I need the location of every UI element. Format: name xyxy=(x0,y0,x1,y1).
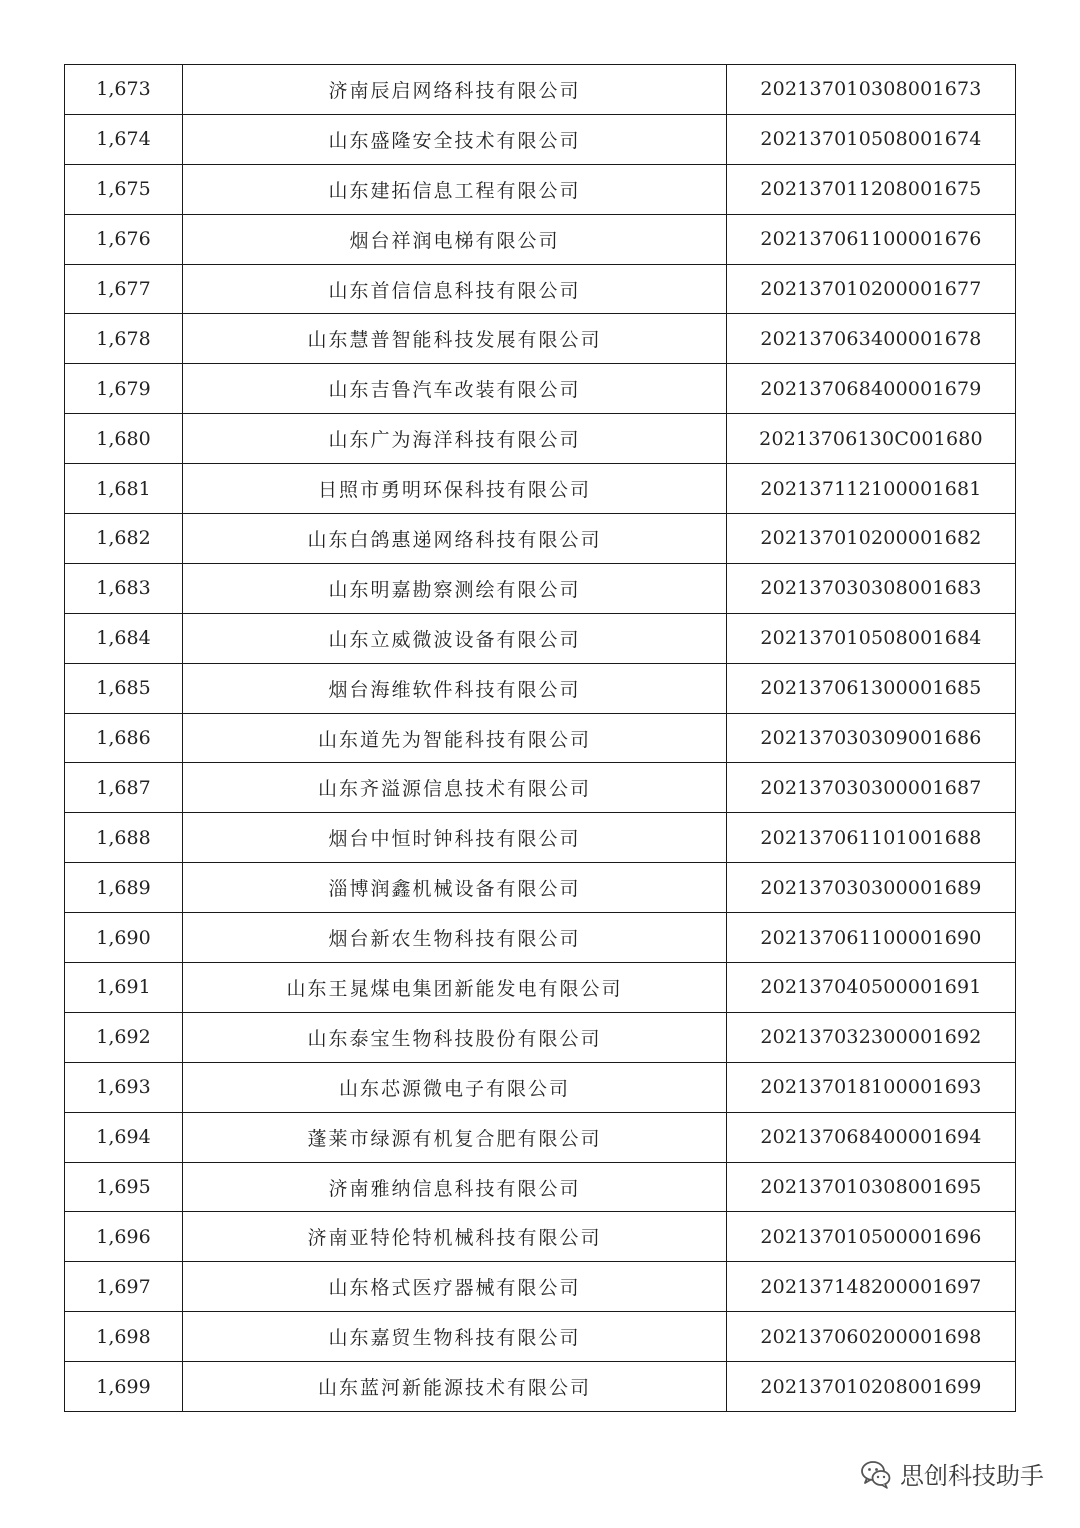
row-number-cell: 1,694 xyxy=(65,1112,183,1162)
table-row xyxy=(65,1112,1016,1162)
registration-code-cell: 202137010200001682 xyxy=(727,514,1016,564)
row-number-cell: 1,673 xyxy=(65,65,183,115)
table-row xyxy=(65,364,1016,414)
company-name-cell: 山东广为海洋科技有限公司 xyxy=(183,414,727,464)
registration-code-cell: 202137010200001677 xyxy=(727,264,1016,314)
company-name-cell: 烟台祥润电梯有限公司 xyxy=(183,214,727,264)
row-number-cell: 1,685 xyxy=(65,663,183,713)
row-number-cell: 1,680 xyxy=(65,414,183,464)
row-number-cell: 1,689 xyxy=(65,863,183,913)
registration-code-cell: 202137010308001695 xyxy=(727,1162,1016,1212)
company-name-cell: 山东格式医疗器械有限公司 xyxy=(183,1262,727,1312)
row-number-cell: 1,679 xyxy=(65,364,183,414)
company-name-cell: 山东泰宝生物科技股份有限公司 xyxy=(183,1012,727,1062)
row-number-cell: 1,676 xyxy=(65,214,183,264)
table-row xyxy=(65,1362,1016,1412)
registration-code-cell: 202137063400001678 xyxy=(727,314,1016,364)
table-row xyxy=(65,164,1016,214)
table-row xyxy=(65,214,1016,264)
registration-code-cell: 202137068400001679 xyxy=(727,364,1016,414)
registration-code-cell: 202137010508001684 xyxy=(727,613,1016,663)
registration-code-cell: 202137148200001697 xyxy=(727,1262,1016,1312)
table-row xyxy=(65,514,1016,564)
registration-code-cell: 202137010500001696 xyxy=(727,1212,1016,1262)
registration-code-cell: 202137010208001699 xyxy=(727,1362,1016,1412)
row-number-cell: 1,674 xyxy=(65,114,183,164)
table-row xyxy=(65,1312,1016,1362)
registration-code-cell: 202137061100001676 xyxy=(727,214,1016,264)
registration-code-cell: 202137068400001694 xyxy=(727,1112,1016,1162)
company-name-cell: 山东齐溢源信息技术有限公司 xyxy=(183,763,727,813)
row-number-cell: 1,684 xyxy=(65,613,183,663)
company-name-cell: 日照市勇明环保科技有限公司 xyxy=(183,464,727,514)
row-number-cell: 1,688 xyxy=(65,813,183,863)
table-row xyxy=(65,1162,1016,1212)
company-name-cell: 山东白鸽惠递网络科技有限公司 xyxy=(183,514,727,564)
row-number-cell: 1,675 xyxy=(65,164,183,214)
watermark-text: 思创科技助手 xyxy=(900,1462,1044,1490)
row-number-cell: 1,693 xyxy=(65,1062,183,1112)
company-name-cell: 山东嘉贸生物科技有限公司 xyxy=(183,1312,727,1362)
row-number-cell: 1,683 xyxy=(65,563,183,613)
company-name-cell: 山东慧普智能科技发展有限公司 xyxy=(183,314,727,364)
registration-code-cell: 202137061100001690 xyxy=(727,913,1016,963)
watermark xyxy=(860,1456,1044,1491)
company-table-body xyxy=(65,65,1016,1412)
table-row xyxy=(65,314,1016,364)
registration-code-cell: 202137018100001693 xyxy=(727,1062,1016,1112)
company-name-cell: 山东道先为智能科技有限公司 xyxy=(183,713,727,763)
row-number-cell: 1,698 xyxy=(65,1312,183,1362)
table-row xyxy=(65,414,1016,464)
company-name-cell: 济南辰启网络科技有限公司 xyxy=(183,65,727,115)
table-row xyxy=(65,713,1016,763)
company-name-cell: 济南雅纳信息科技有限公司 xyxy=(183,1162,727,1212)
company-table xyxy=(64,64,1016,1412)
registration-code-cell: 202137010308001673 xyxy=(727,65,1016,115)
registration-code-cell: 202137010508001674 xyxy=(727,114,1016,164)
table-row xyxy=(65,913,1016,963)
table-row xyxy=(65,65,1016,115)
table-row xyxy=(65,264,1016,314)
registration-code-cell: 202137011208001675 xyxy=(727,164,1016,214)
company-name-cell: 济南亚特伦特机械科技有限公司 xyxy=(183,1212,727,1262)
row-number-cell: 1,697 xyxy=(65,1262,183,1312)
company-name-cell: 山东明嘉勘察测绘有限公司 xyxy=(183,563,727,613)
row-number-cell: 1,690 xyxy=(65,913,183,963)
table-row xyxy=(65,464,1016,514)
registration-code-cell: 202137030300001689 xyxy=(727,863,1016,913)
registration-code-cell: 202137030309001686 xyxy=(727,713,1016,763)
table-row xyxy=(65,114,1016,164)
table-row xyxy=(65,663,1016,713)
row-number-cell: 1,691 xyxy=(65,963,183,1013)
row-number-cell: 1,695 xyxy=(65,1162,183,1212)
registration-code-cell: 202137112100001681 xyxy=(727,464,1016,514)
row-number-cell: 1,677 xyxy=(65,264,183,314)
table-row xyxy=(65,963,1016,1013)
table-row xyxy=(65,1012,1016,1062)
registration-code-cell: 20213706130C001680 xyxy=(727,414,1016,464)
company-name-cell: 山东盛隆安全技术有限公司 xyxy=(183,114,727,164)
company-name-cell: 山东蓝河新能源技术有限公司 xyxy=(183,1362,727,1412)
table-row xyxy=(65,563,1016,613)
row-number-cell: 1,692 xyxy=(65,1012,183,1062)
company-name-cell: 山东芯源微电子有限公司 xyxy=(183,1062,727,1112)
wechat-icon xyxy=(860,1458,892,1490)
row-number-cell: 1,682 xyxy=(65,514,183,564)
company-name-cell: 烟台新农生物科技有限公司 xyxy=(183,913,727,963)
company-table-container xyxy=(64,64,1015,1412)
company-name-cell: 蓬莱市绿源有机复合肥有限公司 xyxy=(183,1112,727,1162)
company-name-cell: 山东王晁煤电集团新能发电有限公司 xyxy=(183,963,727,1013)
registration-code-cell: 202137032300001692 xyxy=(727,1012,1016,1062)
row-number-cell: 1,686 xyxy=(65,713,183,763)
registration-code-cell: 202137061300001685 xyxy=(727,663,1016,713)
company-name-cell: 烟台中恒时钟科技有限公司 xyxy=(183,813,727,863)
table-row xyxy=(65,863,1016,913)
registration-code-cell: 202137030308001683 xyxy=(727,563,1016,613)
registration-code-cell: 202137040500001691 xyxy=(727,963,1016,1013)
company-name-cell: 淄博润鑫机械设备有限公司 xyxy=(183,863,727,913)
table-row xyxy=(65,813,1016,863)
row-number-cell: 1,681 xyxy=(65,464,183,514)
table-row xyxy=(65,1212,1016,1262)
row-number-cell: 1,696 xyxy=(65,1212,183,1262)
registration-code-cell: 202137030300001687 xyxy=(727,763,1016,813)
table-row xyxy=(65,613,1016,663)
row-number-cell: 1,687 xyxy=(65,763,183,813)
row-number-cell: 1,678 xyxy=(65,314,183,364)
company-name-cell: 山东建拓信息工程有限公司 xyxy=(183,164,727,214)
table-row xyxy=(65,1262,1016,1312)
table-row xyxy=(65,1062,1016,1112)
company-name-cell: 山东首信信息科技有限公司 xyxy=(183,264,727,314)
registration-code-cell: 202137060200001698 xyxy=(727,1312,1016,1362)
row-number-cell: 1,699 xyxy=(65,1362,183,1412)
registration-code-cell: 202137061101001688 xyxy=(727,813,1016,863)
company-name-cell: 山东立威微波设备有限公司 xyxy=(183,613,727,663)
table-row xyxy=(65,763,1016,813)
company-name-cell: 山东吉鲁汽车改装有限公司 xyxy=(183,364,727,414)
company-name-cell: 烟台海维软件科技有限公司 xyxy=(183,663,727,713)
